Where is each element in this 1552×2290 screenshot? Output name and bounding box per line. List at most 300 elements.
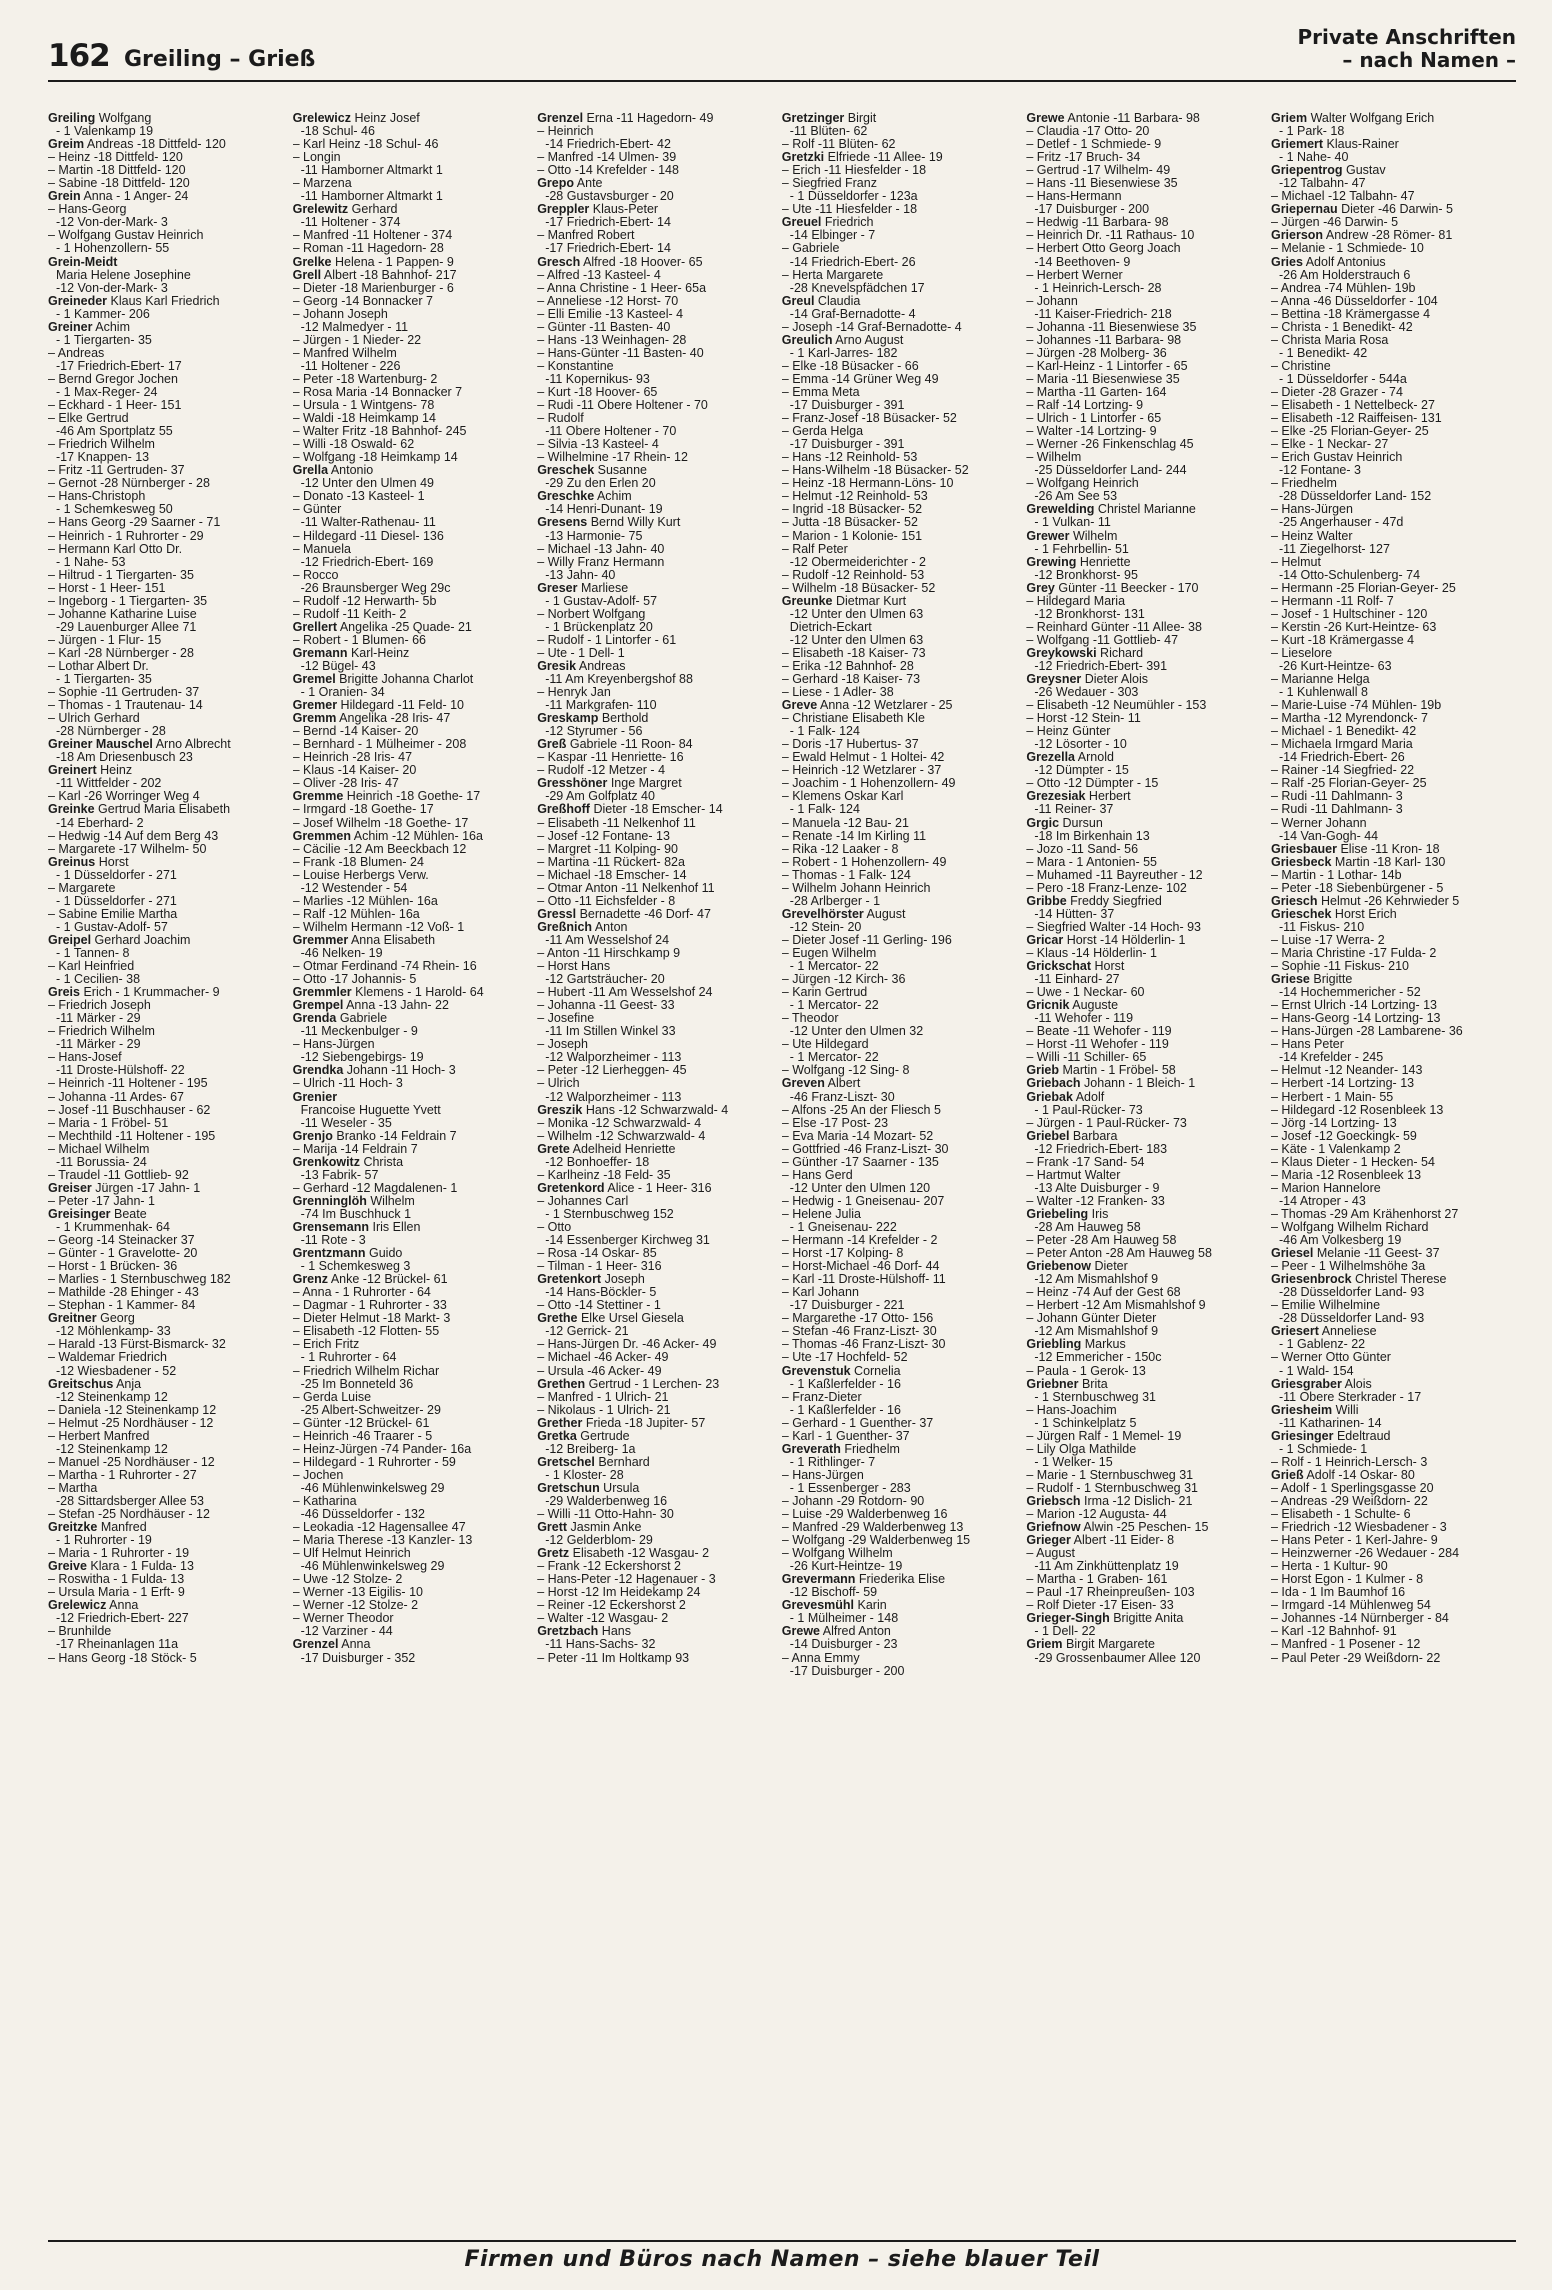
person-entry: – Heinz -18 Dittfeld- 120 xyxy=(48,151,183,165)
person-entry: – Werner Otto Günter xyxy=(1270,1351,1391,1365)
person-entry: – Marianne Helga xyxy=(1270,673,1370,687)
person-entry: – Lieselore xyxy=(1270,646,1333,660)
surname: Gremmler xyxy=(292,986,352,1000)
surname: Grieger-Singh xyxy=(1026,1612,1110,1626)
entry-detail: Arno Albrecht xyxy=(152,738,231,752)
surname: Grendka xyxy=(292,1064,344,1078)
address-line: -11 Holtener - 226 xyxy=(300,359,401,373)
person-entry: – Erich -11 Hiesfelder - 18 xyxy=(781,164,927,178)
person-entry: – Heinz Walter xyxy=(1270,529,1353,543)
entry-detail: Freddy Siegfried xyxy=(1066,894,1162,908)
directory-column xyxy=(293,112,538,2242)
entry-detail: Bernd Willy Kurt xyxy=(587,516,681,530)
address-line: -12 Friedrich-Ebert- 391 xyxy=(1034,659,1168,673)
entry-detail: Klaus Karl Friedrich xyxy=(107,294,220,308)
entry-detail: Gabriele -11 Roon- 84 xyxy=(566,738,693,752)
person-entry: – Johanna -11 Geest- 33 xyxy=(537,999,675,1013)
address-line: -12 Styrumer - 56 xyxy=(545,725,643,739)
surname: Grell xyxy=(292,268,322,282)
address-line: -11 Im Stillen Winkel 33 xyxy=(545,1025,676,1039)
surname: Greser xyxy=(537,581,578,595)
person-entry: – Jürgen - 1 Nieder- 22 xyxy=(292,333,422,347)
address-line: -46 Düsseldorfer - 132 xyxy=(300,1508,425,1522)
address-line: -11 Rote - 3 xyxy=(300,1234,366,1248)
person-entry: – Otmar Ferdinand -74 Rhein- 16 xyxy=(292,960,477,974)
person-entry: – Hedwig - 1 Gneisenau- 207 xyxy=(781,1194,945,1208)
surname: Griebeling xyxy=(1026,1207,1089,1221)
surname: Grethe xyxy=(537,1312,578,1326)
address-line: -11 Wittfelder - 202 xyxy=(56,777,162,791)
address-line: -18 Am Driesenbusch 23 xyxy=(56,751,193,765)
entry-detail: Bernhard xyxy=(594,1455,650,1469)
address-line: - 1 Krummenhak- 64 xyxy=(56,1220,170,1234)
address-line: -11 Reiner- 37 xyxy=(1034,803,1114,817)
surname: Greschek xyxy=(537,464,595,478)
person-entry: – Manfred -11 Holtener - 374 xyxy=(292,229,453,243)
entry-detail: Albert xyxy=(824,1077,861,1091)
person-entry: – Dagmar - 1 Ruhrorter - 33 xyxy=(292,1299,447,1313)
surname: Grewelding xyxy=(1026,503,1095,517)
address-line: - 1 Hohenzollern- 55 xyxy=(56,242,170,256)
address-line: -12 Unter den Ulmen 32 xyxy=(789,1025,924,1039)
surname-entry xyxy=(293,621,530,634)
person-entry: – Luise -17 Werra- 2 xyxy=(1270,933,1385,947)
entry-detail: Alice - 1 Heer- 316 xyxy=(604,1181,712,1195)
person-entry: – Heinzwerner -26 Wedauer - 284 xyxy=(1270,1547,1460,1561)
person-entry: – Pero -18 Franz-Lenze- 102 xyxy=(1026,881,1187,895)
person-entry: – Anna -46 Düsseldorfer - 104 xyxy=(1270,294,1438,308)
entry-detail: Klemens - 1 Harold- 64 xyxy=(351,986,484,1000)
person-entry: – Günter -11 Basten- 40 xyxy=(537,320,671,334)
person-entry: – Günter -12 Brückel- 61 xyxy=(292,1416,430,1430)
person-entry: – Margarete xyxy=(48,881,116,895)
person-entry: – Erich Gustav Heinrich xyxy=(1270,451,1403,465)
entry-detail: Gertrude xyxy=(576,1429,630,1443)
entry-detail: Hildegard -11 Feld- 10 xyxy=(337,699,464,713)
surname-entry xyxy=(1026,960,1263,973)
address-line: - 1 Düsseldorfer - 544a xyxy=(1278,372,1407,386)
surname-entry xyxy=(537,177,774,190)
address-line: - 1 Tannen- 8 xyxy=(56,947,130,960)
entry-detail: Alois xyxy=(1341,1377,1372,1391)
person-entry: – Gerhard - 1 Guenther- 37 xyxy=(781,1416,934,1430)
person-entry: – Maria Therese -13 Kanzler- 13 xyxy=(292,1534,473,1548)
person-entry: – Otto -14 Stettiner - 1 xyxy=(537,1299,661,1313)
surname: Griebsch xyxy=(1026,1494,1081,1508)
surname: Grieschek xyxy=(1270,907,1332,921)
address-line: -14 Hütten- 37 xyxy=(1034,907,1115,921)
surname: Grewing xyxy=(1026,555,1077,569)
entry-detail: Bernadette -46 Dorf- 47 xyxy=(576,907,711,921)
surname-entry xyxy=(1271,856,1508,869)
person-entry: – Martin - 1 Lothar- 14b xyxy=(1270,868,1402,882)
person-entry: – Kurt -18 Hoover- 65 xyxy=(537,385,658,399)
surname-entry xyxy=(1271,164,1508,177)
person-entry: – Waldi -18 Heimkamp 14 xyxy=(292,412,436,426)
person-entry: – Monika -12 Schwarzwald- 4 xyxy=(537,1116,702,1130)
surname-entry xyxy=(1026,1495,1263,1508)
surname-entry xyxy=(1026,934,1263,947)
surname: Grieger xyxy=(1026,1534,1071,1548)
address-line: -12 Unter den Ulmen 63 xyxy=(789,607,924,621)
surname: Greszik xyxy=(537,1103,583,1117)
entry-detail: Branko -14 Feldrain 7 xyxy=(332,1129,457,1143)
person-entry: – Helmut -25 Nordhäuser - 12 xyxy=(48,1416,214,1430)
surname: Gricnik xyxy=(1026,999,1070,1013)
person-entry: – Wolfgang Wilhelm xyxy=(781,1547,893,1561)
address-line: - 1 Rithlinger- 7 xyxy=(789,1455,876,1469)
address-line: -17 Friedrich-Ebert- 17 xyxy=(56,359,182,373)
person-entry: – Rudolf -11 Keith- 2 xyxy=(292,607,407,621)
surname-entry xyxy=(537,464,774,477)
person-entry: – Anneliese -12 Horst- 70 xyxy=(537,294,679,308)
surname: Grenzel xyxy=(537,112,584,125)
person-entry: – Wolfgang -29 Walderbenweg 15 xyxy=(781,1534,971,1548)
entry-detail: Martin -18 Karl- 130 xyxy=(1331,855,1446,869)
person-entry: – Anna - 1 Ruhrorter - 64 xyxy=(292,1286,431,1300)
surname: Gremann xyxy=(292,646,348,660)
surname: Grewe xyxy=(781,1625,820,1639)
surname: Greis xyxy=(48,986,80,1000)
address-line: -12 Steinenkamp 12 xyxy=(56,1390,168,1404)
entry-detail: Dietmar Kurt xyxy=(832,594,907,608)
person-entry: – Peter -11 Im Holtkamp 93 xyxy=(537,1651,690,1665)
person-entry: – Thomas -46 Franz-Liszt- 30 xyxy=(781,1338,946,1352)
person-entry: – Sabine Emilie Martha xyxy=(48,907,178,921)
person-entry: – Johann xyxy=(1026,294,1078,308)
surname-entry xyxy=(782,334,1019,347)
person-entry: – Walter -12 Wasgau- 2 xyxy=(537,1612,669,1626)
address-line: -12 Friedrich-Ebert- 169 xyxy=(300,555,434,569)
person-entry: – Thomas -29 Am Krähenhorst 27 xyxy=(1270,1207,1459,1221)
person-entry: – Wolfgang -11 Gottlieb- 47 xyxy=(1026,633,1179,647)
entry-detail: Albert -11 Eider- 8 xyxy=(1070,1534,1175,1548)
person-entry: – Michael -18 Emscher- 14 xyxy=(537,868,687,882)
surname-entry xyxy=(1271,1378,1508,1391)
person-entry: – Rolf -11 Blüten- 62 xyxy=(781,138,896,152)
surname-entry xyxy=(293,1156,530,1169)
address-line: - 1 Gustav-Adolf- 57 xyxy=(545,594,658,608)
person-entry: – Werner Johann xyxy=(1270,816,1367,830)
person-entry: – Hermann -11 Rolf- 7 xyxy=(1270,594,1394,608)
entry-detail: Dieter Alois xyxy=(1081,673,1148,687)
entry-detail: Johann - 1 Bleich- 1 xyxy=(1080,1077,1196,1091)
address-line: -14 Elbinger - 7 xyxy=(789,229,876,243)
person-entry: – Hans-Hermann xyxy=(1026,190,1122,204)
surname: Gries xyxy=(1270,255,1303,269)
person-entry: – Karl-Heinz - 1 Lintorfer - 65 xyxy=(1026,359,1188,373)
person-entry: – Emilie Wilhelmine xyxy=(1270,1299,1381,1313)
person-entry: – Hans-Günter -11 Basten- 40 xyxy=(537,346,704,360)
entry-detail: Achim xyxy=(594,490,632,504)
address-line: -12 Malmedyer - 11 xyxy=(300,320,409,334)
surname: Gremme xyxy=(292,790,344,804)
person-entry: – Siegfried Franz xyxy=(781,177,877,191)
surname: Grezella xyxy=(1026,751,1076,765)
surname: Gretz xyxy=(537,1547,570,1561)
person-entry: – Horst Hans xyxy=(537,960,611,974)
entry-detail: Antonio xyxy=(328,464,374,478)
person-entry: – Herbert Otto Georg Joach xyxy=(1026,242,1181,256)
address-line: -46 Mühlenwinkelsweg 29 xyxy=(300,1560,445,1574)
person-entry: – Hans -11 Biesenwiese 35 xyxy=(1026,177,1178,191)
address-line: - 1 Tiergarten- 35 xyxy=(56,333,152,347)
person-entry: – Josef -12 Fontane- 13 xyxy=(537,829,670,843)
person-entry: – Herbert Manfred xyxy=(48,1429,150,1443)
person-entry: – Hedwig -11 Barbara- 98 xyxy=(1026,216,1169,230)
person-entry: – Hermann -14 Krefelder - 2 xyxy=(781,1234,938,1248)
entry-detail: Helena - 1 Pappen- 9 xyxy=(331,255,454,269)
person-entry: – Otto -11 Eichsfelder - 8 xyxy=(537,894,676,908)
person-entry: – Ralf -12 Mühlen- 16a xyxy=(292,907,420,921)
person-entry: – Reinhard Günter -11 Allee- 38 xyxy=(1026,620,1202,634)
person-entry: – Waldemar Friedrich xyxy=(48,1351,168,1365)
person-entry: – Rosa Maria -14 Bonnacker 7 xyxy=(292,385,463,399)
address-line: -12 Lösorter - 10 xyxy=(1034,738,1127,752)
address-line: -11 Obere Sterkrader - 17 xyxy=(1278,1390,1422,1404)
person-entry: – Karl Heinz -18 Schul- 46 xyxy=(292,138,439,152)
person-entry: – Gabriele xyxy=(781,242,840,256)
address-line: -11 Meckenbulger - 9 xyxy=(300,1025,418,1039)
entry-detail: Helmut -26 Kehrwieder 5 xyxy=(1317,894,1460,908)
entry-detail: Horst xyxy=(95,855,129,869)
surname: Grevelhörster xyxy=(781,907,864,921)
entry-detail: Anton xyxy=(592,920,628,934)
person-entry: – Johannes -11 Barbara- 98 xyxy=(1026,333,1182,347)
person-entry: – Tilman - 1 Heer- 316 xyxy=(537,1260,662,1274)
entry-detail: Antonie -11 Barbara- 98 xyxy=(1064,112,1200,125)
person-entry: – Hans-Joachim xyxy=(1026,1403,1117,1417)
person-entry: – Longin xyxy=(292,151,341,165)
surname: Grieb xyxy=(1026,1064,1060,1078)
entry-detail: Albert -18 Bahnhof- 217 xyxy=(321,268,457,282)
person-entry: – Heinrich -46 Traarer - 5 xyxy=(292,1429,433,1443)
person-entry: – Gerda Luise xyxy=(292,1390,372,1404)
address-line: -12 Bronkhorst- 95 xyxy=(1034,568,1138,582)
entry-detail: Erich - 1 Krummacher- 9 xyxy=(79,986,220,1000)
address-line: -11 Am Kreyenbergshof 88 xyxy=(545,673,693,687)
surname-entry xyxy=(1026,895,1263,908)
page-header xyxy=(48,25,1516,82)
address-line: -12 Breiberg- 1a xyxy=(545,1442,636,1456)
person-entry: – Fritz -17 Bruch- 34 xyxy=(1026,151,1141,165)
surname: Greitzke xyxy=(48,1521,98,1535)
surname-entry xyxy=(1271,1430,1508,1443)
person-entry: – Marzena xyxy=(292,177,352,191)
address-line: -25 Im Bonneteld 36 xyxy=(300,1377,414,1391)
person-entry: – Theodor xyxy=(781,1012,839,1026)
person-entry: – Martha -11 Garten- 164 xyxy=(1026,385,1167,399)
address-line: -11 Holtener - 374 xyxy=(300,216,401,230)
surname: Griesel xyxy=(1270,1247,1314,1261)
surname: Grein-Meidt xyxy=(48,255,118,269)
person-entry: – Heinrich -12 Wetzlarer - 37 xyxy=(781,764,942,778)
person-entry: – Marlies - 1 Sternbuschweg 182 xyxy=(48,1273,231,1287)
surname: Greysner xyxy=(1026,673,1082,687)
surname: Grenzel xyxy=(292,1638,339,1652)
person-entry: – Maria - 1 Fröbel- 51 xyxy=(48,1116,169,1130)
person-entry: – Lily Olga Mathilde xyxy=(1026,1442,1137,1456)
surname: Greul xyxy=(781,294,815,308)
person-entry: – Ralf Peter xyxy=(781,542,848,556)
person-entry: – Willi -11 Otto-Hahn- 30 xyxy=(537,1508,674,1522)
person-entry: – Ida - 1 Im Baumhof 16 xyxy=(1270,1586,1406,1600)
person-entry: – Martha xyxy=(48,1481,98,1495)
surname: Greitner xyxy=(48,1312,97,1326)
address-line: -11 Katharinen- 14 xyxy=(1278,1416,1382,1430)
person-entry: – Hedwig -14 Auf dem Berg 43 xyxy=(48,829,219,843)
surname: Gresens xyxy=(537,516,588,530)
surname-entry xyxy=(293,647,530,660)
person-entry: – Walter Fritz -18 Bahnhof- 245 xyxy=(292,425,467,439)
address-line: -18 Schul- 46 xyxy=(300,125,375,139)
person-entry: – Adolf - 1 Sperlingsgasse 20 xyxy=(1270,1481,1434,1495)
person-entry: – Maria - 1 Ruhrorter - 19 xyxy=(48,1547,190,1561)
address-line: -12 Obermeiderichter - 2 xyxy=(789,555,926,569)
person-entry: – Friedrich Wilhelm xyxy=(48,1025,155,1039)
person-entry: – Robert - 1 Blumen- 66 xyxy=(292,633,426,647)
address-line: Francoise Huguette Yvett xyxy=(300,1103,441,1117)
person-entry: – Horst -12 Im Heidekamp 24 xyxy=(537,1586,701,1600)
person-entry: – Uwe - 1 Neckar- 60 xyxy=(1026,986,1145,1000)
address-line: -12 Bischoff- 59 xyxy=(789,1586,878,1600)
entry-detail: Ursula xyxy=(599,1481,640,1495)
surname: Grellert xyxy=(292,620,338,634)
person-entry: – Frank -17 Sand- 54 xyxy=(1026,1155,1145,1169)
person-entry: – Dieter -28 Grazer - 74 xyxy=(1270,385,1403,399)
surname: Griebach xyxy=(1026,1077,1081,1091)
person-entry: – Wolfgang -12 Sing- 8 xyxy=(781,1064,910,1078)
surname: Griese xyxy=(1270,973,1310,987)
surname: Greverath xyxy=(781,1442,841,1456)
surname-entry xyxy=(1026,1208,1263,1221)
person-entry: – Wilhelm xyxy=(1026,451,1082,465)
surname: Grelewicz xyxy=(292,112,351,125)
person-entry: – Uwe -12 Stolze- 2 xyxy=(292,1573,403,1587)
surname-entry xyxy=(1026,1378,1263,1391)
surname-entry xyxy=(48,256,285,269)
surname-entry xyxy=(537,1143,774,1156)
surname: Greim xyxy=(48,138,85,152)
person-entry: – Peter -18 Siebenbürgener - 5 xyxy=(1270,881,1444,895)
entry-detail: Gabriele xyxy=(336,1012,388,1026)
person-entry: – Walter -14 Lortzing- 9 xyxy=(1026,425,1157,439)
person-entry: – Wilhelm Hermann -12 Voß- 1 xyxy=(292,920,465,934)
address-line: -11 Obere Holtener - 70 xyxy=(545,425,677,439)
person-entry: – Michaela Irmgard Maria xyxy=(1270,738,1413,752)
person-entry: – Kurt -18 Krämergasse 4 xyxy=(1270,633,1415,647)
person-entry: – Marie-Luise -74 Mühlen- 19b xyxy=(1270,699,1442,713)
person-entry: – Dieter Helmut -18 Markt- 3 xyxy=(292,1312,451,1326)
entry-detail: Georg xyxy=(96,1312,135,1326)
person-entry: – Ulf Helmut Heinrich xyxy=(292,1547,411,1561)
person-entry: – Michael -12 Talbahn- 47 xyxy=(1270,190,1415,204)
person-entry: – Gerda Helga xyxy=(781,425,864,439)
person-entry: – Helmut xyxy=(1270,555,1321,569)
person-entry: – Willi -18 Oswald- 62 xyxy=(292,438,415,452)
surname: Griesenbrock xyxy=(1270,1273,1352,1287)
person-entry: – Hans Georg -29 Saarner - 71 xyxy=(48,516,221,530)
person-entry: – Marion - 1 Kolonie- 151 xyxy=(781,529,923,543)
person-entry: – Marion -12 Augusta- 44 xyxy=(1026,1508,1167,1522)
address-line: - 1 Sternbuschweg 152 xyxy=(545,1207,674,1221)
address-line: -29 Lauenburger Allee 71 xyxy=(56,620,197,634)
person-entry: – Hildegard -12 Rosenbleek 13 xyxy=(1270,1103,1444,1117)
surname: Gretschun xyxy=(537,1481,600,1495)
surname-entry xyxy=(1271,908,1508,921)
entry-detail: Andreas -18 Dittfeld- 120 xyxy=(84,138,226,152)
surname-entry xyxy=(293,1130,530,1143)
entry-detail: Birgit Margarete xyxy=(1062,1638,1155,1652)
address-line: -28 Nürnberger - 28 xyxy=(56,725,166,739)
person-entry: – Hermann Karl Otto Dr. xyxy=(48,542,183,556)
address-line: - 1 Karl-Jarres- 182 xyxy=(789,346,898,360)
person-entry: – Johanne Katharine Luise xyxy=(48,607,197,621)
address-line: -17 Knappen- 13 xyxy=(56,451,150,465)
person-entry: – Elke Gertrud xyxy=(48,412,129,426)
entry-detail: Anna xyxy=(338,1638,371,1652)
person-entry: – Martha - 1 Graben- 161 xyxy=(1026,1573,1168,1587)
surname-entry xyxy=(48,1599,285,1612)
entry-detail: Karin xyxy=(854,1599,887,1613)
entry-detail: Christa xyxy=(359,1155,404,1169)
person-entry: – Rudolf -12 Metzer - 4 xyxy=(537,764,666,778)
person-entry: – Melanie - 1 Schmiede- 10 xyxy=(1270,242,1424,256)
address-line: - 1 Kuhlenwall 8 xyxy=(1278,686,1368,700)
address-line: -11 Am Zinkhüttenplatz 19 xyxy=(1034,1560,1179,1574)
surname-entry xyxy=(1026,647,1263,660)
entry-detail: Joseph xyxy=(601,1273,645,1287)
address-line: -11 Weseler - 35 xyxy=(300,1116,392,1130)
person-entry: – Wolfgang -18 Heimkamp 14 xyxy=(292,451,458,465)
person-entry: – Hans-Jürgen xyxy=(1270,503,1353,517)
surname-entry xyxy=(48,1312,285,1325)
section-heading-line2: – nach Namen – xyxy=(1342,48,1516,72)
surname-entry xyxy=(293,830,530,843)
surname-entry xyxy=(293,1195,530,1208)
address-line: -14 Friedrich-Ebert- 42 xyxy=(545,138,671,152)
person-entry: – Marion Hannelore xyxy=(1270,1181,1381,1195)
surname-entry xyxy=(537,1182,774,1195)
person-entry: – Gertrud -17 Wilhelm- 49 xyxy=(1026,164,1171,178)
person-entry: – Johann Joseph xyxy=(292,307,388,321)
person-entry: – Maria -12 Rosenbleek 13 xyxy=(1270,1168,1422,1182)
address-line: -12 Am Mismahlshof 9 xyxy=(1034,1273,1159,1287)
person-entry: – Margarete -17 Wilhelm- 50 xyxy=(48,842,207,856)
entry-detail: Brigitte Anita xyxy=(1109,1612,1184,1626)
surname-entry xyxy=(537,1521,774,1534)
person-entry: – Manfred - 1 Ulrich- 21 xyxy=(537,1390,669,1404)
person-entry: – Friedrich Wilhelm xyxy=(48,438,155,452)
entry-detail: Iris xyxy=(1088,1207,1109,1221)
address-line: -25 Düsseldorfer Land- 244 xyxy=(1034,464,1187,478)
address-line: - 1 Mercator- 22 xyxy=(789,999,879,1013)
address-line: - 1 Kaßlerfelder - 16 xyxy=(789,1403,901,1417)
person-entry: – Karl -26 Worringer Weg 4 xyxy=(48,790,200,804)
entry-detail: Christel Marianne xyxy=(1094,503,1196,517)
surname-entry xyxy=(293,203,530,216)
address-line: -11 Ziegelhorst- 127 xyxy=(1278,542,1390,556)
address-line: -11 Markgrafen- 110 xyxy=(545,699,657,713)
person-entry: – Sophie -11 Fiskus- 210 xyxy=(1270,960,1410,974)
person-entry: – Manfred -14 Ulmen- 39 xyxy=(537,151,677,165)
person-entry: – Hans-Jürgen xyxy=(292,1038,375,1052)
address-line: - 1 Mercator- 22 xyxy=(789,1051,879,1065)
entry-detail: Friedhelm xyxy=(840,1442,900,1456)
address-line: - 1 Essenberger - 283 xyxy=(789,1481,911,1495)
surname-entry xyxy=(1026,790,1263,803)
surname-entry xyxy=(537,1417,774,1430)
